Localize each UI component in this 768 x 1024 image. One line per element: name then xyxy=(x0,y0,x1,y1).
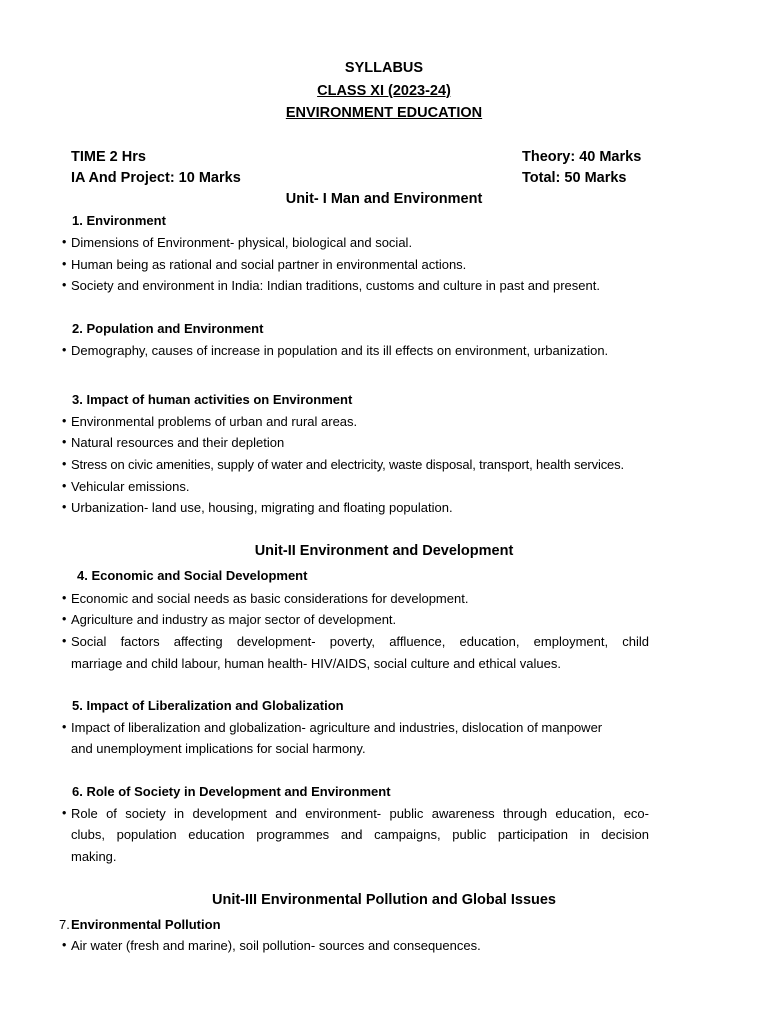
unit-3-title: Unit-III Environmental Pollution and Global Issues xyxy=(211,892,556,908)
list-item: Role of society in development and environment- public awareness through education, eco- xyxy=(71,806,649,821)
bullet-icon: • xyxy=(62,500,67,514)
list-item: Vehicular emissions. xyxy=(71,479,190,494)
bullet-icon: • xyxy=(62,235,67,249)
list-item: Economic and social needs as basic considerations for development. xyxy=(71,591,469,606)
section-1-title: 1. Environment xyxy=(72,213,166,228)
list-item-continuation: marriage and child labour, human health- HIV/AIDS, social culture and ethical values. xyxy=(71,656,561,671)
bullet-icon: • xyxy=(62,435,67,449)
class-heading xyxy=(0,83,768,99)
list-item: Environmental problems of urban and rural areas. xyxy=(71,414,358,429)
bullet-icon: • xyxy=(62,720,67,734)
section-4-title: 4. Economic and Social Development xyxy=(77,568,308,583)
list-item: Society and environment in India: Indian traditions, customs and culture in past and present. xyxy=(71,278,600,293)
list-item: Natural resources and their depletion xyxy=(71,435,285,450)
section-7-title: Environmental Pollution xyxy=(71,917,221,932)
subject-heading-text: ENVIRONMENT EDUCATION xyxy=(285,105,483,121)
list-item: Demography, causes of increase in population and its ill effects on environment, urbanization. xyxy=(71,343,609,358)
class-heading-text: CLASS XI (2023-24) xyxy=(317,83,451,99)
bullet-icon: • xyxy=(62,457,67,471)
list-item: Air water (fresh and marine), soil pollution- sources and consequences. xyxy=(71,938,481,953)
list-item: Impact of liberalization and globalization- agriculture and industries, dislocation of manpower xyxy=(71,720,603,735)
bullet-icon: • xyxy=(62,806,67,820)
list-item: Urbanization- land use, housing, migrating and floating population. xyxy=(71,500,453,515)
bullet-icon: • xyxy=(62,278,67,292)
total-marks: Total: 50 Marks xyxy=(522,170,627,186)
bullet-icon: • xyxy=(62,591,67,605)
theory-marks: Theory: 40 Marks xyxy=(522,149,642,165)
bullet-icon: • xyxy=(62,414,67,428)
subject-heading xyxy=(0,105,768,121)
list-item-continuation: and unemployment implications for social harmony. xyxy=(71,741,366,756)
bullet-icon: • xyxy=(62,634,67,648)
list-item-continuation: clubs, population education programmes and campaigns, public participation in decision xyxy=(71,827,649,842)
list-item: Stress on civic amenities, supply of water and electricity, waste disposal, transport, health services. xyxy=(71,457,624,472)
section-5-title: 5. Impact of Liberalization and Globalization xyxy=(72,698,344,713)
section-6-title: 6. Role of Society in Development and Environment xyxy=(72,784,391,799)
section-2-title: 2. Population and Environment xyxy=(72,321,264,336)
bullet-icon: • xyxy=(62,938,67,952)
bullet-icon: • xyxy=(62,612,67,626)
ia-project-marks: IA And Project: 10 Marks xyxy=(71,170,241,186)
unit-2-title: Unit-II Environment and Development xyxy=(254,543,514,559)
unit-1-title: Unit- I Man and Environment xyxy=(285,191,483,207)
bullet-icon: • xyxy=(62,257,67,271)
list-item: Agriculture and industry as major sector of development. xyxy=(71,612,397,627)
list-item: Social factors affecting development- poverty, affluence, education, employment, child xyxy=(71,634,649,649)
section-7-number: 7. xyxy=(59,917,70,932)
syllabus-heading: SYLLABUS xyxy=(344,60,424,76)
bullet-icon: • xyxy=(62,479,67,493)
bullet-icon: • xyxy=(62,343,67,357)
list-item-continuation: making. xyxy=(71,849,117,864)
section-3-title: 3. Impact of human activities on Environment xyxy=(72,392,353,407)
exam-time: TIME 2 Hrs xyxy=(71,149,146,165)
list-item: Dimensions of Environment- physical, biological and social. xyxy=(71,235,413,250)
list-item: Human being as rational and social partner in environmental actions. xyxy=(71,257,467,272)
